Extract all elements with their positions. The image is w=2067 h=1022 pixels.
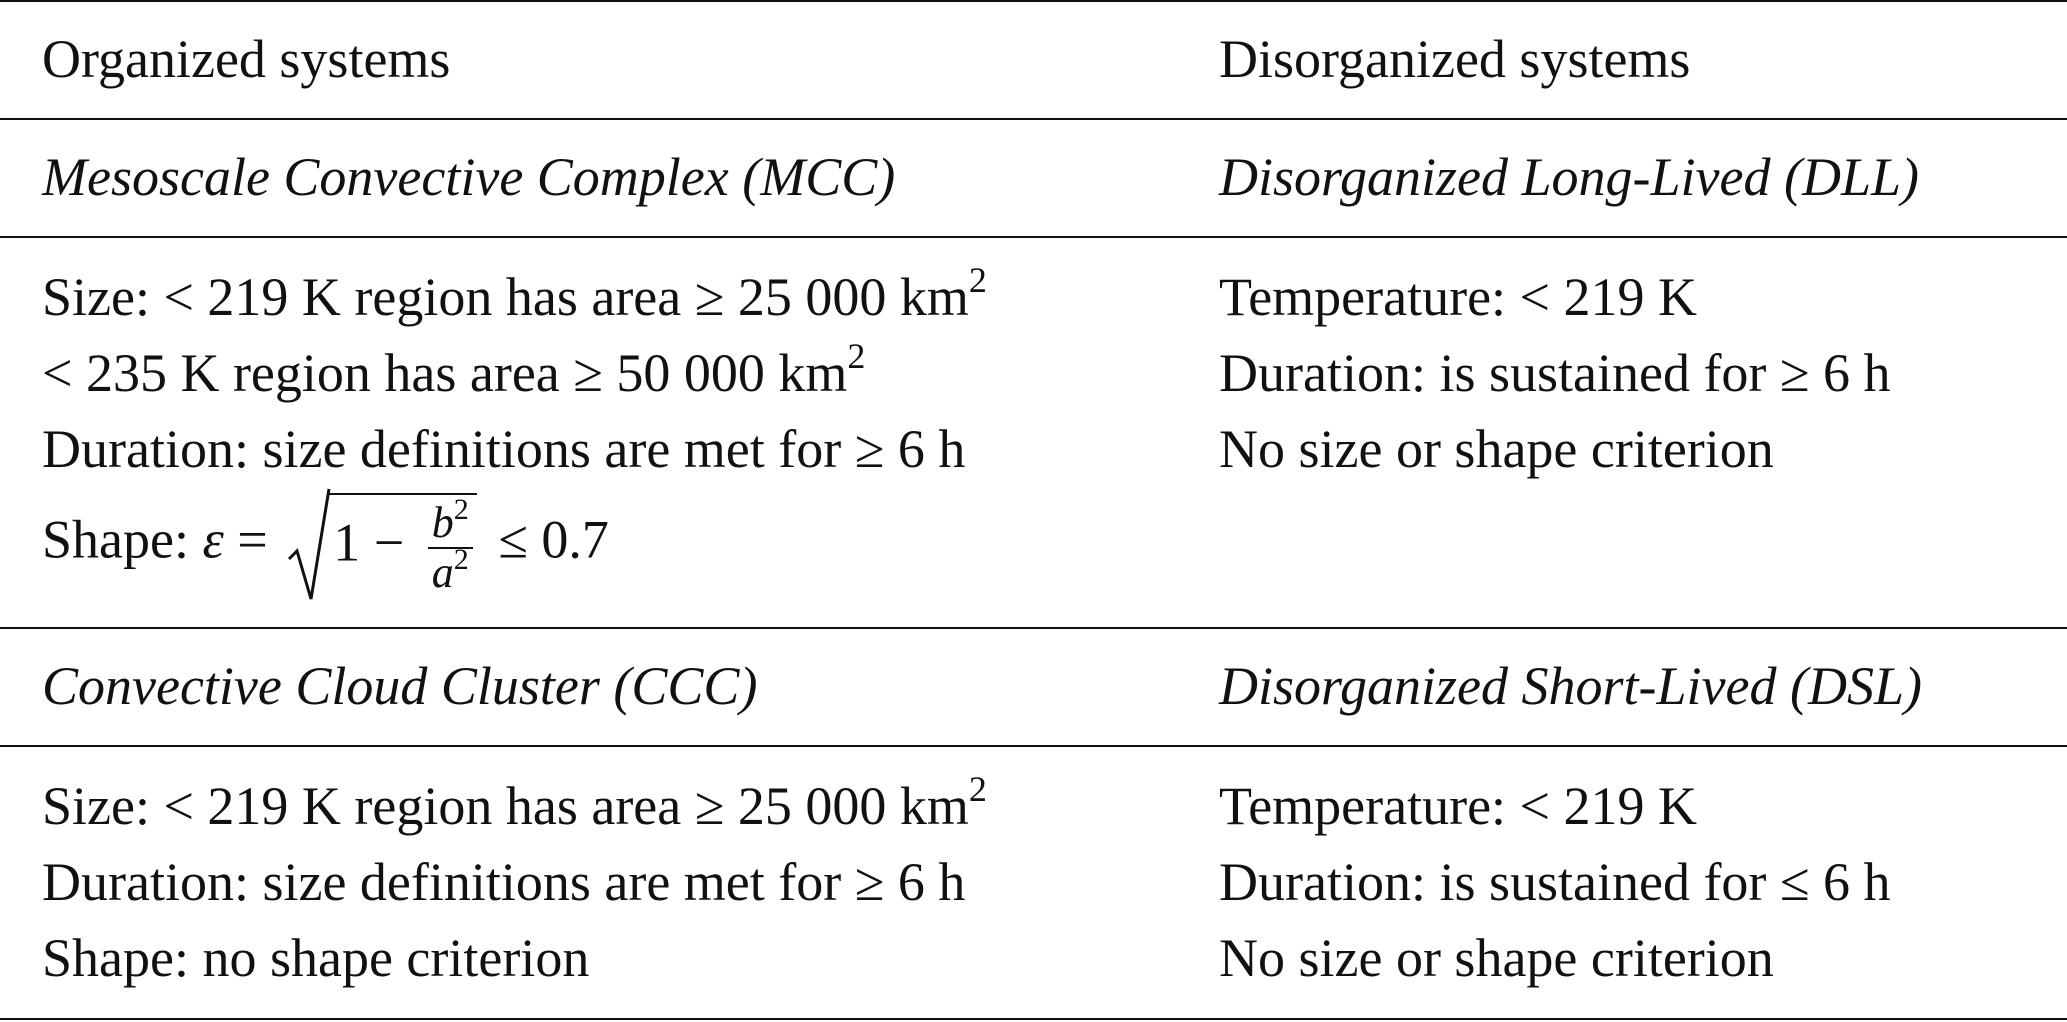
ccc-duration: Duration: size definitions are met for ≥ 6 h bbox=[42, 852, 966, 912]
dll-duration: Duration: is sustained for ≥ 6 h bbox=[1219, 343, 1891, 403]
dsl-no-criterion: No size or shape criterion bbox=[1219, 928, 1774, 988]
mcc-criteria bbox=[42, 259, 987, 607]
dll-criteria bbox=[1219, 259, 1891, 487]
ccc-criteria bbox=[42, 768, 987, 996]
header-disorganized: Disorganized systems bbox=[1219, 29, 1691, 89]
rule-bottom bbox=[0, 1018, 2067, 1020]
header-organized: Organized systems bbox=[42, 29, 451, 89]
mcc-shape: Shape: ε = 1 − $\frac{b^2}{a^2}$ ≤ 0.7 bbox=[42, 487, 987, 607]
rule-top bbox=[0, 0, 2067, 2]
dsl-title: Disorganized Short-Lived (DSL) bbox=[1219, 656, 1922, 716]
dll-temperature: Temperature: < 219 K bbox=[1219, 267, 1698, 327]
ccc-size: Size: < 219 K region has area ≥ 25 000 $km^2$ bbox=[42, 769, 987, 836]
mcc-title: Mesoscale Convective Complex (MCC) bbox=[42, 147, 896, 207]
dsl-criteria bbox=[1219, 768, 1891, 996]
rule-ccc-title-bottom bbox=[0, 745, 2067, 747]
square-root-icon bbox=[287, 487, 331, 603]
eccentricity-formula: 1 − $\frac{b^2}{a^2}$ bbox=[287, 487, 476, 603]
dsl-duration: Duration: is sustained for ≤ 6 h bbox=[1219, 852, 1891, 912]
b-over-a-fraction: $\frac{b^2}{a^2}$ bbox=[428, 499, 473, 597]
mcc-size-line-1: Size: < 219 K region has area ≥ 25 000 $km^2$ bbox=[42, 260, 987, 327]
mcc-size-line-2: < 235 K region has area ≥ 50 000 $km^2$ bbox=[42, 336, 866, 403]
dsl-temperature: Temperature: < 219 K bbox=[1219, 776, 1698, 836]
ccc-title: Convective Cloud Cluster (CCC) bbox=[42, 656, 758, 716]
dll-no-criterion: No size or shape criterion bbox=[1219, 419, 1774, 479]
dll-title: Disorganized Long-Lived (DLL) bbox=[1219, 147, 1920, 207]
mcc-duration: Duration: size definitions are met for ≥ 6 h bbox=[42, 419, 966, 479]
rule-header-bottom bbox=[0, 118, 2067, 120]
rule-mcc-title-bottom bbox=[0, 236, 2067, 238]
ccc-shape: Shape: no shape criterion bbox=[42, 928, 590, 988]
rule-mcc-body-bottom bbox=[0, 627, 2067, 629]
epsilon-symbol: ε bbox=[202, 509, 224, 570]
